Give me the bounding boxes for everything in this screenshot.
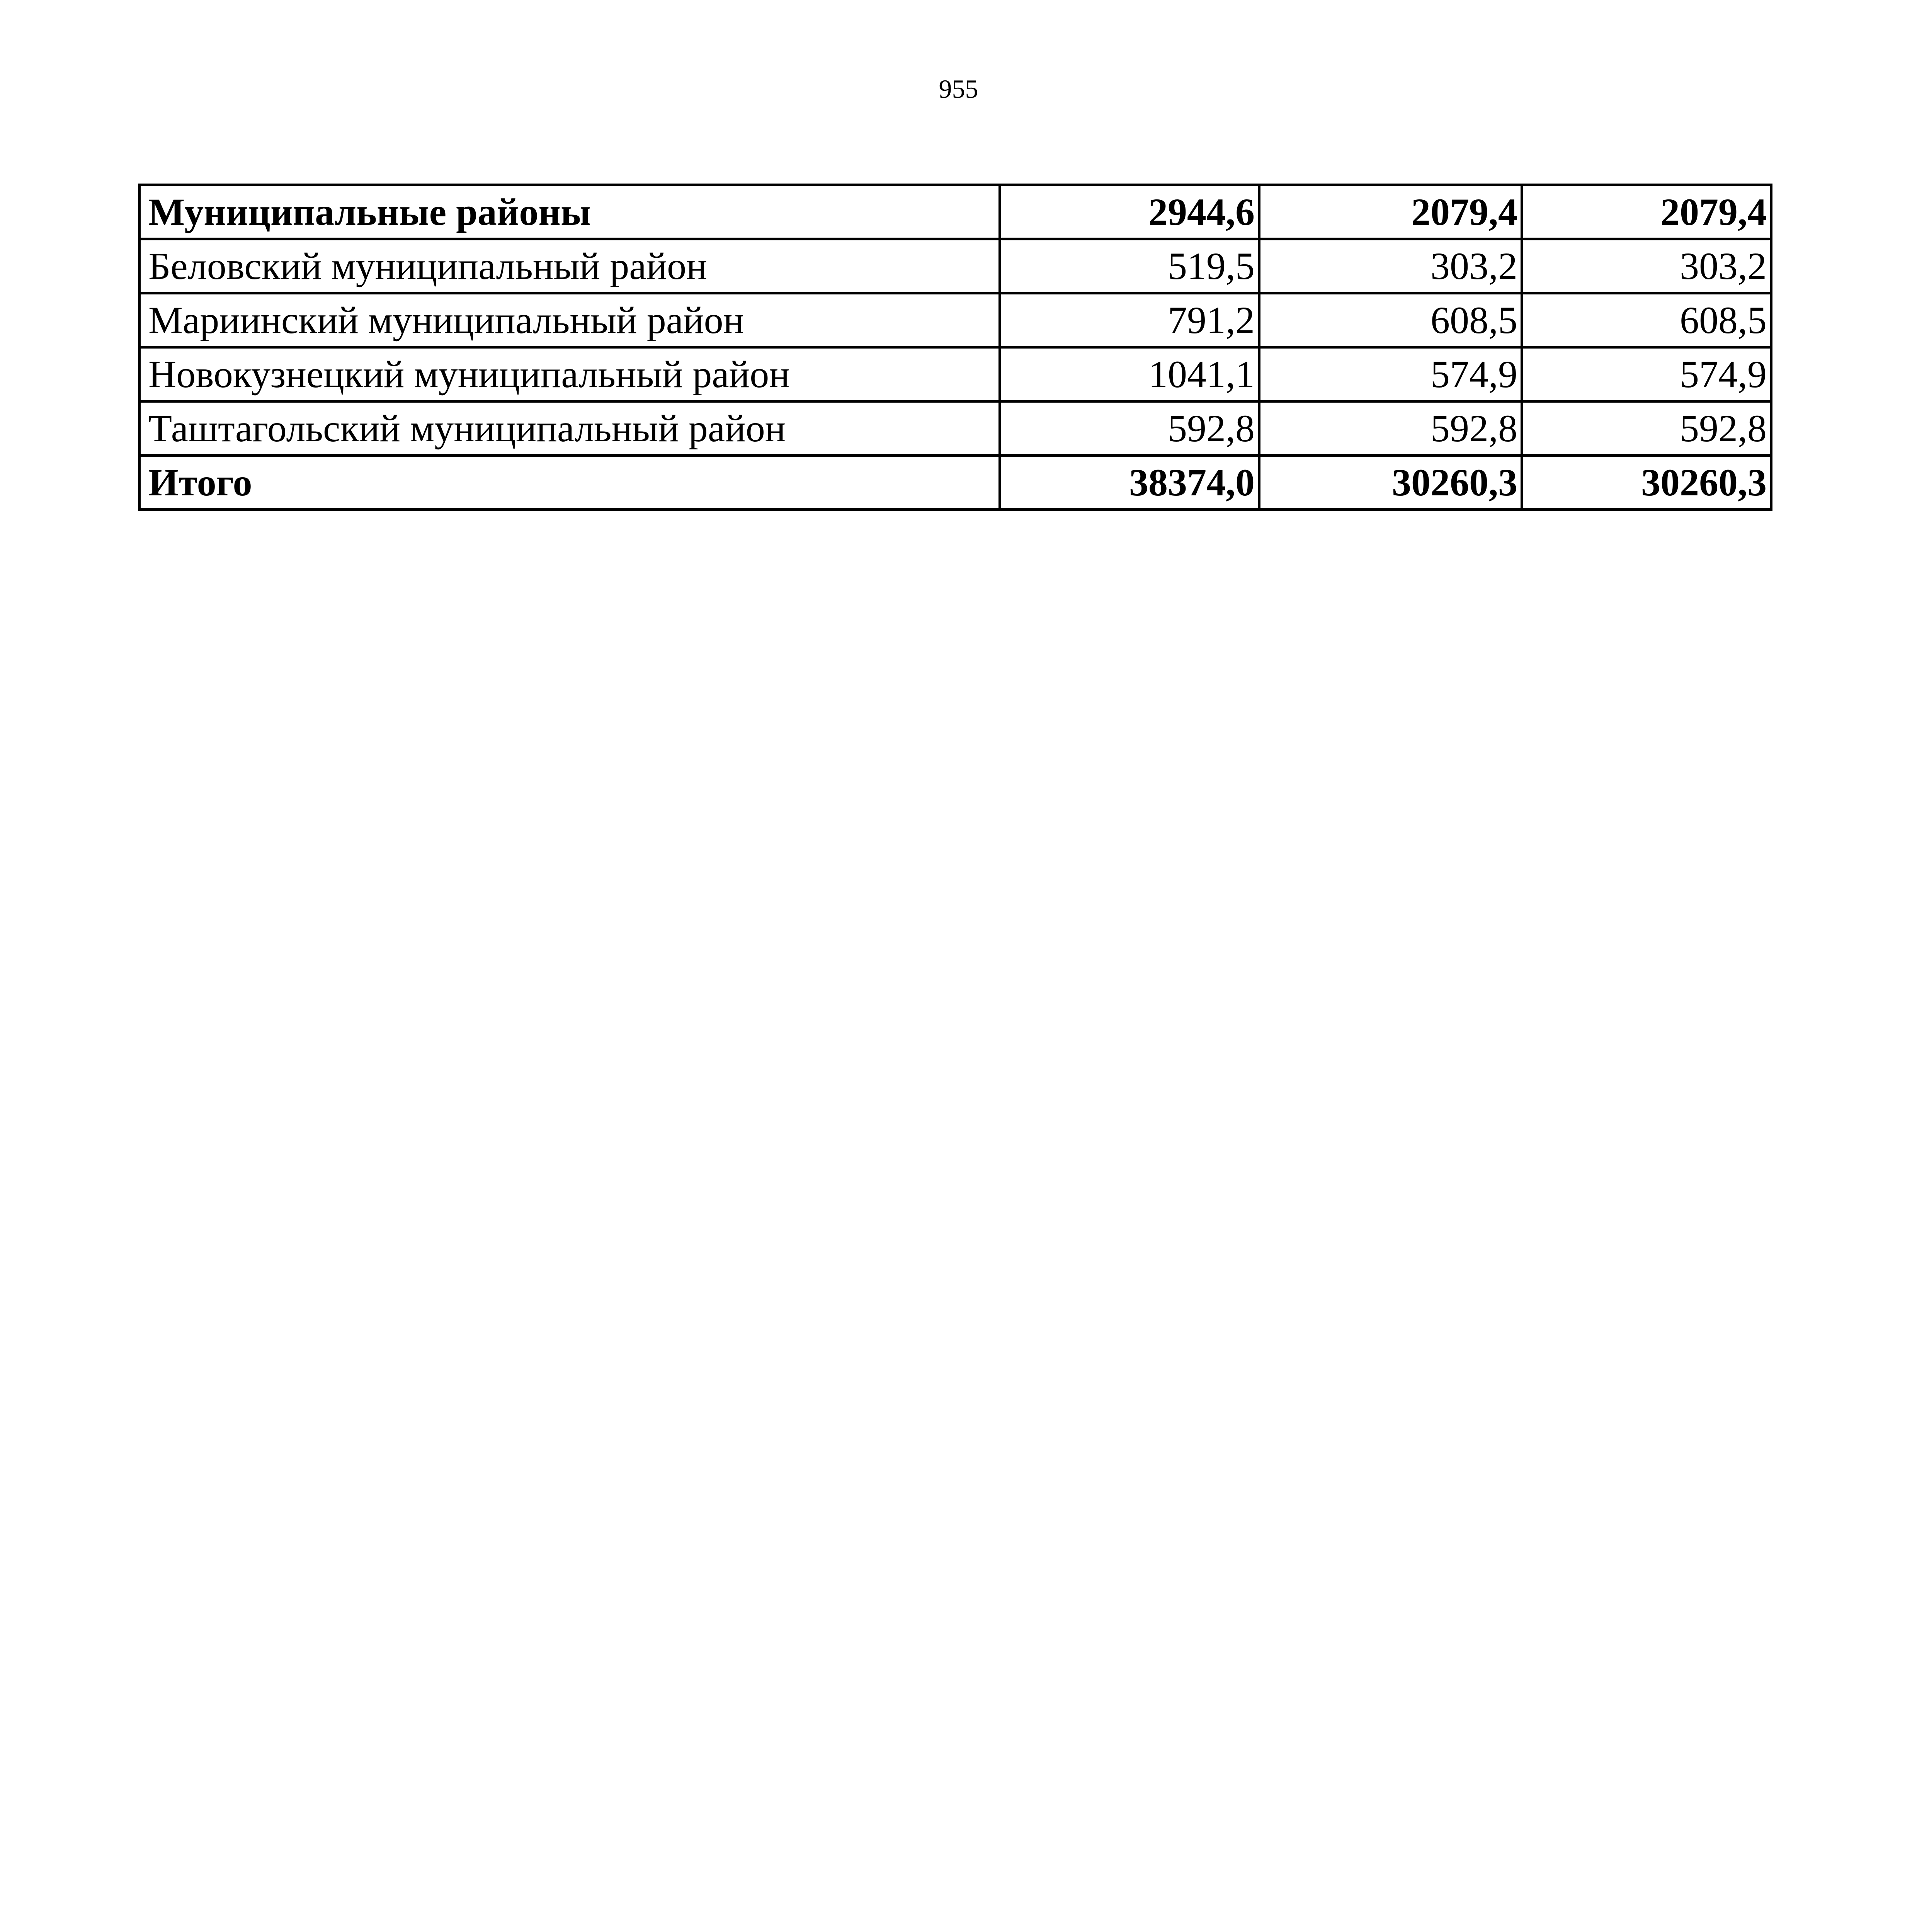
value-cell: 608,5 xyxy=(1259,293,1522,347)
value-cell: 608,5 xyxy=(1522,293,1771,347)
value-cell: 574,9 xyxy=(1259,347,1522,401)
value-cell: 2079,4 xyxy=(1259,185,1522,239)
budget-table xyxy=(138,184,1772,511)
table-row xyxy=(139,401,1771,456)
row-label: Мариинский муниципальный район xyxy=(139,293,1000,347)
value-cell: 519,5 xyxy=(1000,239,1259,293)
row-label: Итого xyxy=(139,456,1000,510)
value-cell: 30260,3 xyxy=(1259,456,1522,510)
table-row xyxy=(139,347,1771,401)
value-cell: 592,8 xyxy=(1522,401,1771,456)
table-row-total xyxy=(139,456,1771,510)
row-label: Таштагольский муниципальный район xyxy=(139,401,1000,456)
row-label: Новокузнецкий муниципальный район xyxy=(139,347,1000,401)
table-row xyxy=(139,293,1771,347)
row-label: Беловский муниципальный район xyxy=(139,239,1000,293)
value-cell: 791,2 xyxy=(1000,293,1259,347)
value-cell: 592,8 xyxy=(1000,401,1259,456)
table-row-subtotal xyxy=(139,185,1771,239)
value-cell: 2079,4 xyxy=(1522,185,1771,239)
value-cell: 2944,6 xyxy=(1000,185,1259,239)
value-cell: 303,2 xyxy=(1259,239,1522,293)
value-cell: 303,2 xyxy=(1522,239,1771,293)
value-cell: 38374,0 xyxy=(1000,456,1259,510)
value-cell: 1041,1 xyxy=(1000,347,1259,401)
row-label: Муниципальные районы xyxy=(139,185,1000,239)
value-cell: 30260,3 xyxy=(1522,456,1771,510)
table-row xyxy=(139,239,1771,293)
value-cell: 574,9 xyxy=(1522,347,1771,401)
page-number: 955 xyxy=(939,74,978,104)
value-cell: 592,8 xyxy=(1259,401,1522,456)
